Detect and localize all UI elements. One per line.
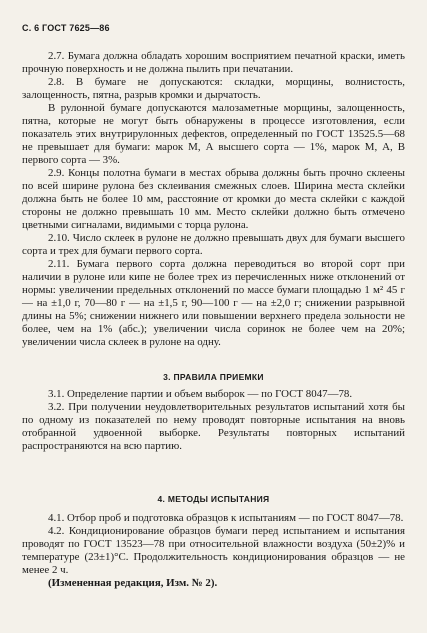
section-4-body: [22, 512, 405, 590]
clause-2-10: 2.10. Число склеек в рулоне не должно превышать двух для бумаги высшего сорта и трех для бумаги первого сорта.: [22, 232, 405, 257]
clause-4-2: 4.2. Кондиционирование образцов бумаги перед испытанием и испытания проводят по ГОСТ 13523—78 при относительной влажности воздуха (50±2)% и температуре (23±1)°С. Продолжительность кондиционирования образцов — не менее 2 ч.: [22, 525, 405, 576]
section-4-heading: 4. МЕТОДЫ ИСПЫТАНИЯ: [157, 494, 270, 504]
amendment-note: (Измененная редакция, Изм. № 2).: [48, 577, 218, 589]
page-header: С. 6 ГОСТ 7625—86: [22, 23, 110, 33]
clause-2-8: 2.8. В бумаге не допускаются: складки, морщины, волнистость, залощенность, пятна, разрыв кромки и дырчатость.: [22, 76, 405, 101]
section-3-body: [22, 388, 405, 453]
clauses-2-7-to-2-11: [22, 50, 405, 349]
section-3-heading: 3. ПРАВИЛА ПРИЕМКИ: [163, 372, 264, 382]
clause-2-9: 2.9. Концы полотна бумаги в местах обрыва должны быть прочно склеены по всей ширине рулона без склеивания смежных слоев. Ширина места склейки должна быть не более 10 мм, расстояние от кромки до места склейки с каждой стороны не должно превышать 10 мм. Место склейки должно быть отмечено цветными сигналами, видимыми с торца рулона.: [22, 167, 405, 231]
clause-3-2: 3.2. При получении неудовлетворительных результатов испытаний хотя бы по одному из показателей по нему проводят повторные испытания на вновь отобранной удвоенной выборке. Результаты повторных испытаний распространяются на всю партию.: [22, 401, 405, 452]
clause-2-8-rolled: В рулонной бумаге допускаются малозаметные морщины, залощенность, пятна, которые не могут быть обнаружены в процессе изготовления, если показатель этих внутрирулонных дефектов, определенный по ГОСТ 13525.5—68 не превышает для бумаги: марок М, А высшего сорта — 1%, марок М, А, В первого сорта — 3%.: [22, 102, 405, 166]
clause-2-11: 2.11. Бумага первого сорта должна переводиться во второй сорт при наличии в рулоне или кипе не более трех из перечисленных ниже отклонений от нормы: увеличении предельных отклонений по массе бумаги площадью 1 м² 45 г — на ±1,0 г, 70—80 г — на ±1,5 г, 90—100 г — на ±2,0 г; снижении разрывной длины на 5%; снижении нижнего или повышении верхнего предела зольности не более, чем на 1% (абс.); увеличении числа соринок не более чем на 20%; увеличении числа склеек в рулоне на одну.: [22, 258, 405, 348]
clause-4-1: 4.1. Отбор проб и подготовка образцов к испытаниям — по ГОСТ 8047—78.: [48, 512, 404, 524]
clause-3-1: 3.1. Определение партии и объем выборок — по ГОСТ 8047—78.: [48, 388, 353, 400]
clause-2-7: 2.7. Бумага должна обладать хорошим восприятием печатной краски, иметь прочную поверхность и не должна пылить при печатании.: [22, 50, 405, 75]
